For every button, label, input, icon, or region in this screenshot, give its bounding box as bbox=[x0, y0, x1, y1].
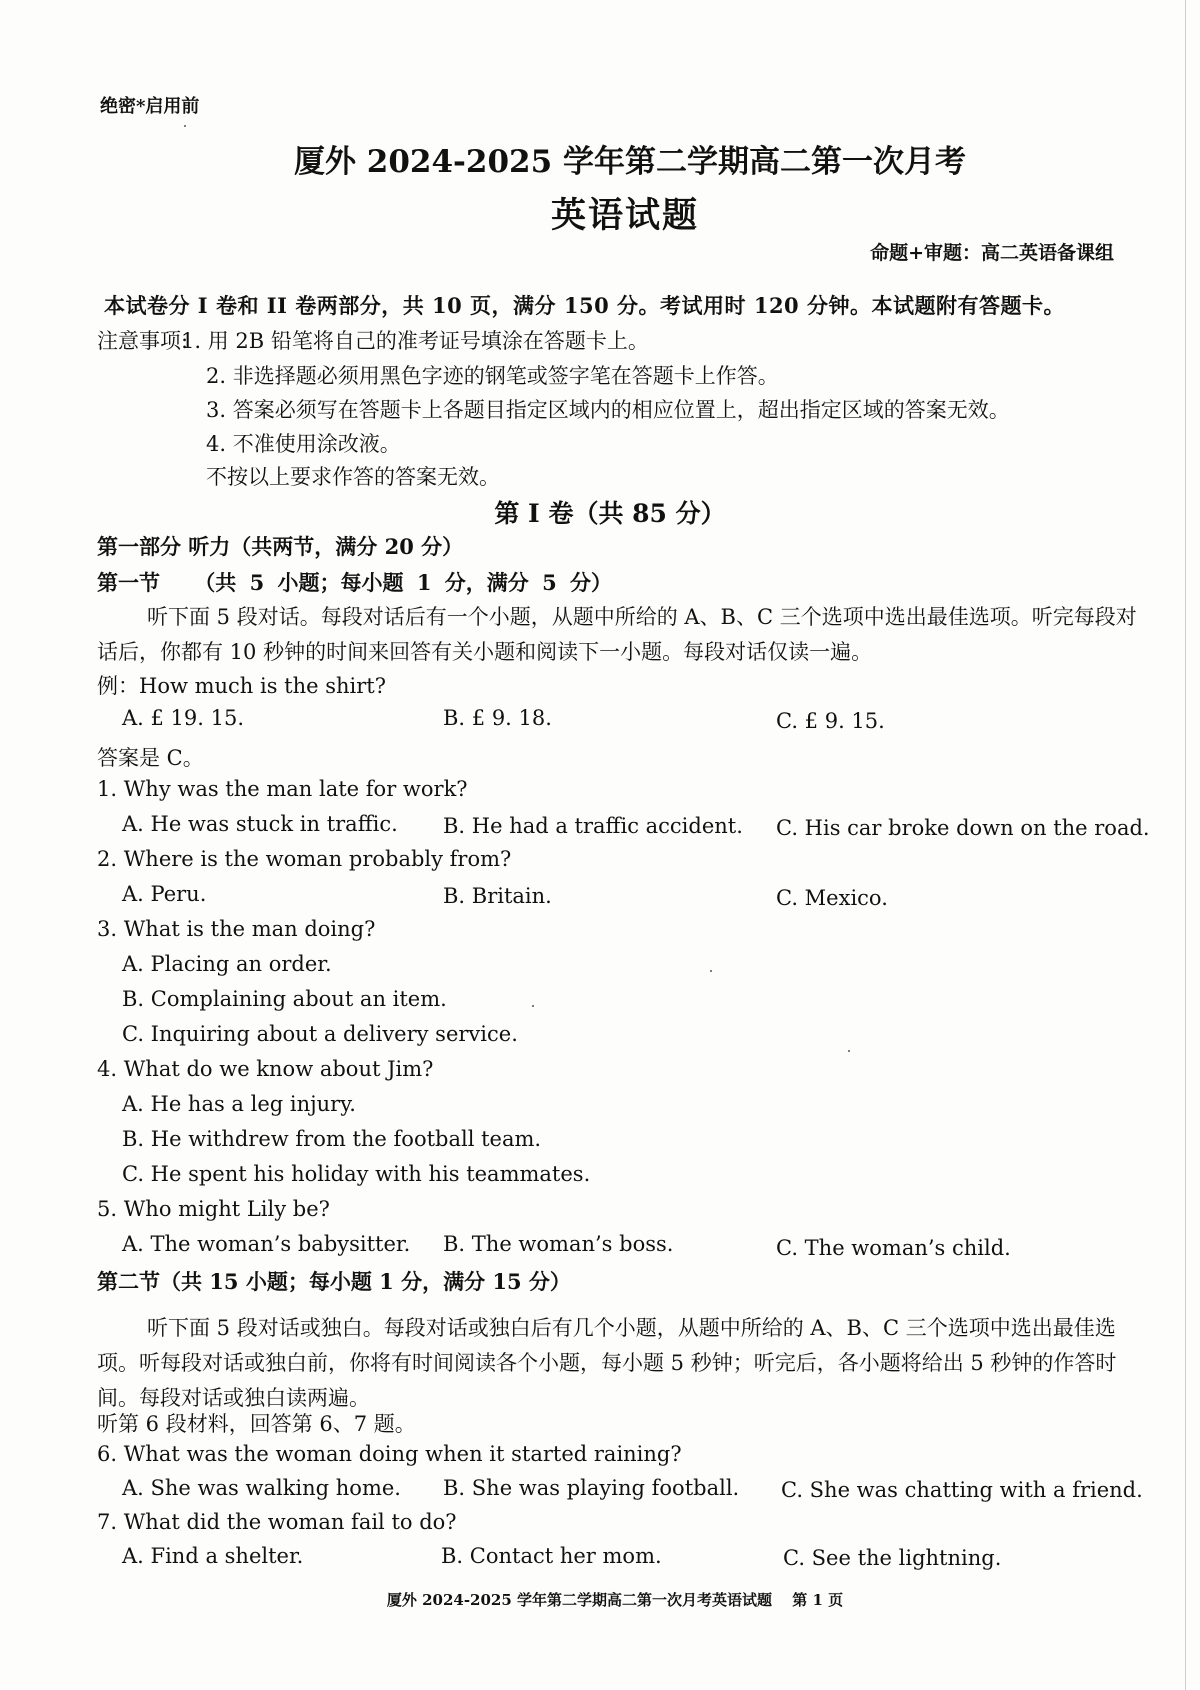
option-c: C. Mexico. bbox=[776, 886, 888, 910]
confidential-label: 绝密*启用前 bbox=[100, 96, 200, 117]
section-heading: 第二节（共 15 小题；每小题 1 分，满分 15 分） bbox=[97, 1269, 571, 1294]
question-1: 1. Why was the man late for work? bbox=[97, 777, 468, 801]
option-b: B. He withdrew from the football team. bbox=[122, 1127, 542, 1151]
option-a: A. He has a leg injury. bbox=[122, 1092, 356, 1116]
scan-speck bbox=[848, 1050, 850, 1052]
option-a: A. Peru. bbox=[122, 882, 207, 906]
question-2: 2. Where is the woman probably from? bbox=[97, 847, 512, 871]
option-b: B. He had a traffic accident. bbox=[443, 814, 743, 838]
option-a: A. She was walking home. bbox=[122, 1476, 401, 1500]
question-5: 5. Who might Lily be? bbox=[97, 1197, 330, 1221]
notes-label: 注意事项: bbox=[97, 329, 189, 353]
question-3: 3. What is the man doing? bbox=[97, 917, 376, 941]
option-b: B. The woman’s boss. bbox=[443, 1232, 674, 1256]
page-footer: 厦外 2024-2025 学年第二学期高二第一次月考英语试题 第 1 页 bbox=[386, 1591, 844, 1609]
option-c: C. His car broke down on the road. bbox=[776, 816, 1150, 840]
option-a: A. He was stuck in traffic. bbox=[122, 812, 398, 836]
scan-speck bbox=[710, 970, 712, 972]
exam-authors: 命题+审题：高二英语备课组 bbox=[870, 242, 1114, 264]
example-question: 例：How much is the shirt? bbox=[97, 674, 386, 698]
question-6: 6. What was the woman doing when it started raining? bbox=[97, 1442, 682, 1466]
option-b: B. Contact her mom. bbox=[441, 1544, 662, 1568]
note-item: 3. 答案必须写在答题卡上各题目指定区域内的相应位置上，超出指定区域的答案无效。 bbox=[206, 398, 1010, 422]
option-b: B. She was playing football. bbox=[443, 1476, 740, 1500]
note-item: 1. 用 2B 铅笔将自己的准考证号填涂在答题卡上。 bbox=[181, 329, 649, 353]
option-c: C. See the lightning. bbox=[783, 1546, 1002, 1570]
option-a: A. Find a shelter. bbox=[122, 1544, 304, 1568]
volume-heading: 第 I 卷（共 85 分） bbox=[494, 499, 726, 528]
note-item: 2. 非选择题必须用黑色字迹的钢笔或签字笔在答题卡上作答。 bbox=[206, 364, 779, 388]
option-c: C. The woman’s child. bbox=[776, 1236, 1011, 1260]
option-c: C. He spent his holiday with his teammates. bbox=[122, 1162, 591, 1186]
option-b: B. Complaining about an item. bbox=[122, 987, 447, 1011]
scan-speck bbox=[184, 125, 186, 127]
scan-edge bbox=[1185, 0, 1186, 1690]
example-option-a: A. £ 19. 15. bbox=[122, 706, 245, 730]
option-b: B. Britain. bbox=[443, 884, 552, 908]
example-option-b: B. £ 9. 18. bbox=[443, 706, 552, 730]
scan-speck bbox=[532, 1005, 534, 1007]
section-instructions: 听下面 5 段对话。每段对话后有一个小题，从题中所给的 A、B、C 三个选项中选出最佳选项。听完每段对话后，你都有 10 秒钟的时间来回答有关小题和阅读下一小题。每段对话仅读一遍。 bbox=[97, 605, 1137, 664]
question-7: 7. What did the woman fail to do? bbox=[97, 1510, 457, 1534]
note-item: 4. 不准使用涂改液。 bbox=[206, 432, 401, 456]
example-answer: 答案是 C。 bbox=[97, 746, 204, 770]
option-a: A. Placing an order. bbox=[122, 952, 332, 976]
part-heading: 第一部分 听力（共两节，满分 20 分） bbox=[97, 534, 464, 559]
option-a: A. The woman’s babysitter. bbox=[122, 1232, 411, 1256]
section-heading: 第一节 （共 5 小题；每小题 1 分，满分 5 分） bbox=[97, 570, 613, 595]
example-option-c: C. £ 9. 15. bbox=[776, 709, 885, 733]
option-c: C. Inquiring about a delivery service. bbox=[122, 1022, 518, 1046]
section-instructions: 听下面 5 段对话或独白。每段对话或独白后有几个小题，从题中所给的 A、B、C 三个选项中选出最佳选项。听每段对话或独白前，你将有时间阅读各个小题，每小题 5 秒钟；听完后，各小题将给出 5 秒钟的作答时间。每段对话或独白读两遍。 bbox=[97, 1316, 1117, 1410]
exam-subtitle: 英语试题 bbox=[550, 195, 699, 236]
exam-title: 厦外 2024-2025 学年第二学期高二第一次月考 bbox=[293, 144, 966, 180]
exam-intro: 本试卷分 I 卷和 II 卷两部分，共 10 页，满分 150 分。考试用时 120 分钟。本试题附有答题卡。 bbox=[104, 293, 1065, 318]
note-item: 不按以上要求作答的答案无效。 bbox=[206, 465, 500, 489]
material-prompt: 听第 6 段材料，回答第 6、7 题。 bbox=[97, 1412, 416, 1436]
option-c: C. She was chatting with a friend. bbox=[781, 1478, 1143, 1502]
question-4: 4. What do we know about Jim? bbox=[97, 1057, 434, 1081]
